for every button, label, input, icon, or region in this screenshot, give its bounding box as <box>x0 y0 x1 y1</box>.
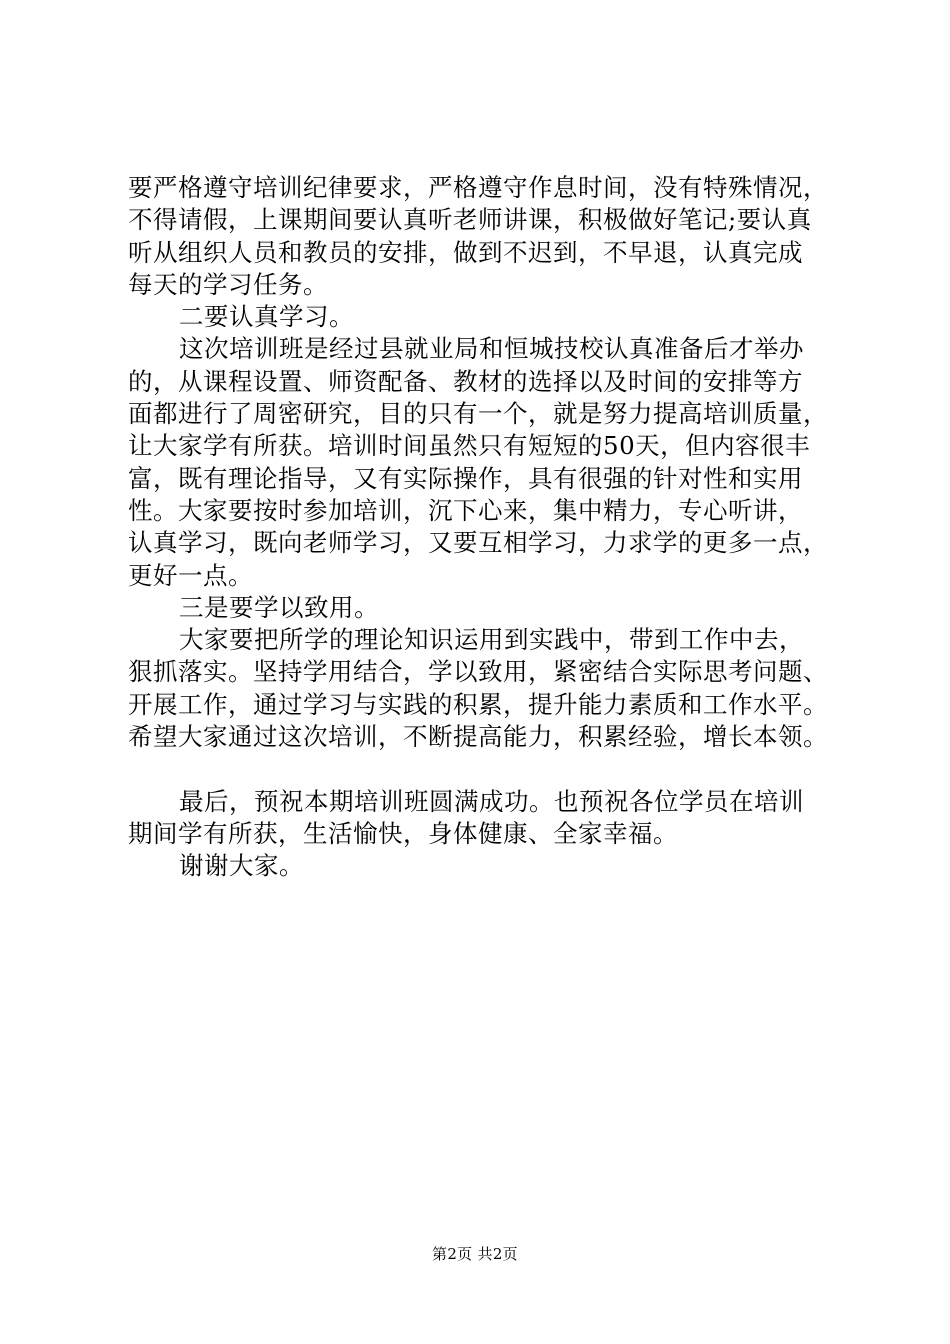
paragraph-line: 这次培训班是经过县就业局和恒城技校认真准备后才举办 <box>179 334 804 364</box>
paragraph-line: 不得请假，上课期间要认真听老师讲课，积极做好笔记;要认真 <box>128 205 812 235</box>
document-body <box>128 172 828 883</box>
paragraph-line: 大家要把所学的理论知识运用到实践中，带到工作中去， <box>179 625 804 655</box>
paragraph-line: 的，从课程设置、师资配备、教材的选择以及时间的安排等方 <box>128 366 803 396</box>
paragraph-line: 让大家学有所获。培训时间虽然只有短短的50天，但内容很丰 <box>128 431 811 461</box>
paragraph-line: 听从组织人员和教员的安排，做到不迟到，不早退，认真完成 <box>128 237 803 267</box>
paragraph-line: 开展工作，通过学习与实践的积累，提升能力素质和工作水平。 <box>128 689 828 719</box>
section-heading-2: 二要认真学习。 <box>179 302 354 332</box>
paragraph-line: 每天的学习任务。 <box>128 269 328 299</box>
closing-paragraph-line: 期间学有所获，生活愉快，身体健康、全家幸福。 <box>128 818 678 848</box>
page-number-footer: 第2页 共2页 <box>432 1245 518 1263</box>
paragraph-line: 要严格遵守培训纪律要求，严格遵守作息时间，没有特殊情况， <box>128 173 828 202</box>
thanks-line: 谢谢大家。 <box>179 851 304 881</box>
paragraph-line: 富，既有理论指导，又有实际操作，具有很强的针对性和实用 <box>128 463 803 493</box>
closing-paragraph-line: 最后，预祝本期培训班圆满成功。也预祝各位学员在培训 <box>179 786 804 816</box>
paragraph-line: 面都进行了周密研究，目的只有一个，就是努力提高培训质量， <box>128 399 828 429</box>
paragraph-line: 性。大家要按时参加培训，沉下心来，集中精力，专心听讲， <box>128 495 803 525</box>
paragraph-line: 狠抓落实。坚持学用结合，学以致用，紧密结合实际思考问题、 <box>128 657 828 687</box>
section-heading-3: 三是要学以致用。 <box>179 592 379 622</box>
paragraph-line: 更好一点。 <box>128 560 253 590</box>
paragraph-line: 希望大家通过这次培训，不断提高能力，积累经验，增长本领。 <box>128 722 828 752</box>
paragraph-line: 认真学习，既向老师学习，又要互相学习，力求学的更多一点， <box>128 528 828 558</box>
paragraph-spacer <box>128 753 828 785</box>
